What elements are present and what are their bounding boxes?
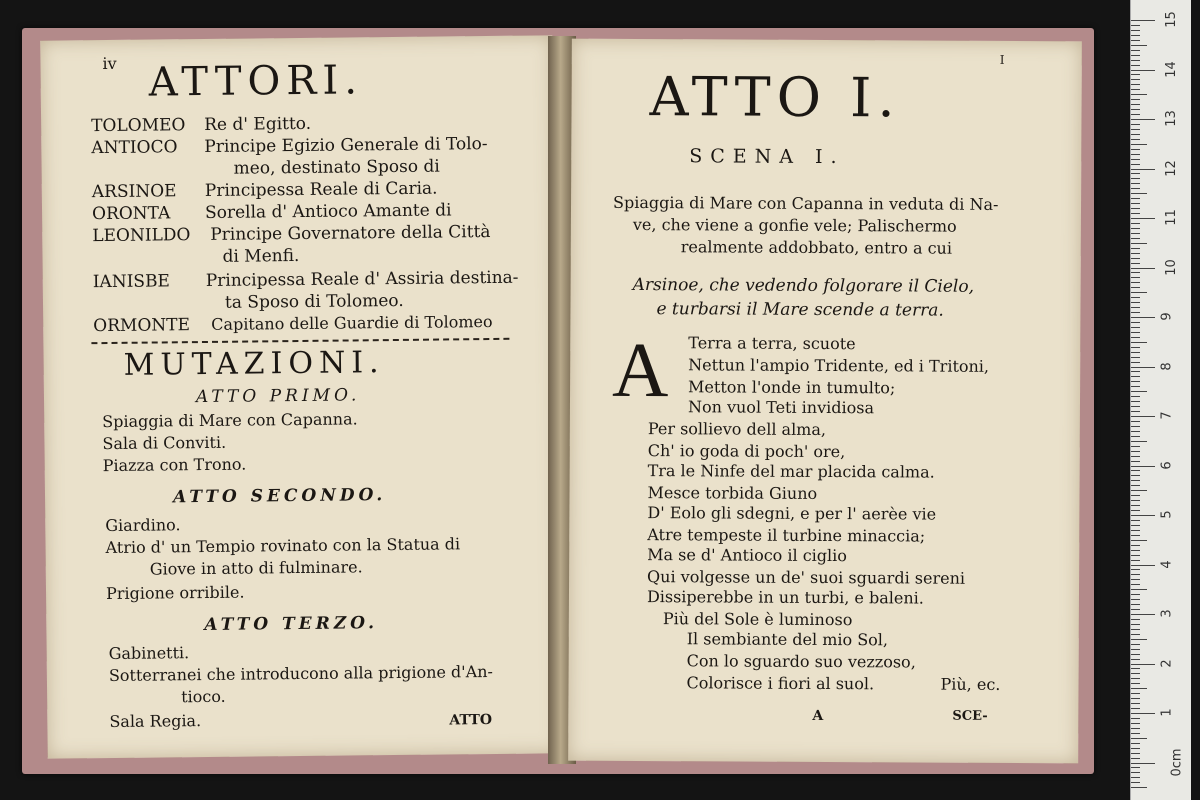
ruler-tick — [1131, 406, 1140, 407]
ruler-tick — [1131, 213, 1140, 214]
ruler-tick — [1131, 470, 1140, 471]
ruler-tick — [1131, 362, 1140, 363]
cast-role: Capitano delle Guardie di Tolomeo — [211, 311, 493, 334]
verse-line: Per sollievo dell alma, — [647, 419, 827, 440]
ruler-tick — [1131, 619, 1140, 620]
cast-role: Re d' Egitto. — [204, 113, 312, 135]
verse-line: Il sembiante del mio Sol, — [686, 629, 889, 650]
ruler-tick — [1131, 20, 1155, 21]
ruler-tick — [1131, 446, 1140, 447]
cast-name: IANISBE — [92, 271, 171, 293]
drop-cap: A — [611, 325, 669, 414]
ruler-tick — [1131, 767, 1140, 768]
divider-rule — [91, 338, 509, 344]
ruler-tick — [1131, 574, 1140, 575]
cast-role: meo, destinato Sposo di — [233, 156, 440, 179]
verse-line: Atre tempeste il turbine minaccia; — [647, 525, 926, 546]
ruler-tick — [1131, 272, 1140, 273]
ruler-tick — [1131, 555, 1140, 556]
ruler-tick — [1131, 223, 1140, 224]
ruler-tick — [1131, 183, 1140, 184]
ruler-tick — [1131, 485, 1140, 486]
ruler-tick — [1131, 188, 1140, 189]
ruler-tick — [1131, 94, 1147, 95]
ruler-tick — [1131, 104, 1140, 105]
ruler-tick — [1131, 480, 1140, 481]
setting-line: realmente addobbato, entro a cui — [680, 237, 953, 258]
ruler-number: 6 — [1159, 460, 1175, 470]
scene-item: Gabinetti. — [108, 643, 190, 664]
ruler-tick — [1131, 208, 1140, 209]
ruler-tick — [1131, 540, 1147, 541]
verse-line: Qui volgesse un de' suoi sguardi sereni — [647, 567, 966, 588]
ruler-tick — [1131, 772, 1140, 773]
scene-item: Sotterranei che introducono alla prigione d'An- — [108, 661, 494, 686]
verse-line: D' Eolo gli sdegni, e per l' aerèe vie — [647, 503, 937, 524]
ruler-tick — [1131, 55, 1140, 56]
cast-role: Sorella d' Antioco Amante di — [204, 200, 452, 223]
ruler-tick — [1131, 515, 1155, 516]
page-number: I — [999, 52, 1005, 67]
ruler-tick — [1131, 367, 1155, 368]
scene-item: Piazza con Trono. — [102, 454, 247, 476]
ruler-tick — [1131, 25, 1140, 26]
cast-name: ORONTA — [91, 203, 171, 225]
ruler-tick — [1131, 411, 1140, 412]
ruler-tick — [1131, 733, 1140, 734]
scene-item: Sala di Conviti. — [102, 432, 227, 454]
ruler-tick — [1131, 109, 1140, 110]
ruler-tick — [1131, 604, 1140, 605]
ruler-tick — [1131, 634, 1140, 635]
ruler-tick — [1131, 579, 1140, 580]
cast-role: Principe Egizio Generale di Tolo- — [204, 134, 488, 157]
ruler-tick — [1131, 678, 1140, 679]
ruler-tick — [1131, 282, 1140, 283]
ruler-tick — [1131, 381, 1140, 382]
ruler-tick — [1131, 525, 1140, 526]
setting-line: ve, che viene a gonfie vele; Palischermo — [632, 214, 957, 236]
ruler-tick — [1131, 396, 1140, 397]
ruler-tick — [1131, 178, 1140, 179]
ruler-tick — [1131, 124, 1140, 125]
ruler-tick — [1131, 268, 1155, 269]
ruler-tick — [1131, 639, 1147, 640]
ruler-number: 4 — [1159, 559, 1175, 569]
verse-line: Più del Sole è luminoso — [662, 609, 853, 630]
ruler-tick — [1131, 169, 1155, 170]
ruler-tick — [1131, 30, 1140, 31]
cast-name: ORMONTE — [93, 315, 191, 337]
ruler-tick — [1131, 664, 1155, 665]
scene-item: Giardino. — [105, 515, 181, 536]
stage-direction: Arsinoe, che vedendo folgorare il Cielo, — [632, 274, 975, 297]
ruler-tick — [1131, 743, 1140, 744]
ruler-tick — [1131, 599, 1140, 600]
scene-item: Spiaggia di Mare con Capanna. — [102, 409, 358, 432]
ruler-number: 3 — [1159, 609, 1175, 618]
ruler-tick — [1131, 545, 1140, 546]
ruler-tick — [1131, 312, 1140, 313]
ruler-tick — [1131, 327, 1140, 328]
verse-line: Colorisce i fiori al suol. — [686, 673, 875, 694]
measuring-ruler — [1130, 0, 1191, 800]
ruler-tick — [1131, 337, 1140, 338]
ruler-tick — [1131, 654, 1140, 655]
ruler-tick — [1131, 703, 1140, 704]
ruler-tick — [1131, 45, 1147, 46]
ruler-tick — [1131, 74, 1140, 75]
ruler-tick — [1131, 164, 1140, 165]
ruler-number: 0cm — [1169, 747, 1185, 777]
ruler-number: 13 — [1163, 110, 1179, 127]
ruler-tick — [1131, 386, 1140, 387]
ruler-tick — [1131, 688, 1147, 689]
act-heading: ATTO SECONDO. — [172, 485, 387, 508]
ruler-tick — [1131, 718, 1140, 719]
ruler-tick — [1131, 683, 1140, 684]
scene-item: Giove in atto di fulminare. — [149, 557, 363, 579]
ruler-tick — [1131, 426, 1140, 427]
ruler-tick — [1131, 782, 1140, 783]
act-heading: ATTO PRIMO. — [195, 385, 361, 408]
ruler-tick — [1131, 649, 1140, 650]
ruler-number: 1 — [1159, 708, 1175, 717]
ruler-tick — [1131, 144, 1147, 145]
page-title: ATTORI. — [148, 57, 364, 106]
ruler-tick — [1131, 461, 1140, 462]
stage-direction: e turbarsi il Mare scende a terra. — [656, 299, 944, 321]
ruler-tick — [1131, 134, 1140, 135]
ruler-tick — [1131, 763, 1155, 764]
verse-line: Ma se d' Antioco il ciglio — [647, 545, 847, 566]
ruler-tick — [1131, 297, 1140, 298]
signature-mark: A — [812, 707, 824, 724]
ruler-tick — [1131, 416, 1155, 417]
ruler-tick — [1131, 490, 1147, 491]
catchword: ATTO — [449, 712, 493, 729]
ruler-tick — [1131, 550, 1140, 551]
cast-name: LEONILDO — [92, 225, 191, 247]
ruler-tick — [1131, 292, 1147, 293]
ruler-tick — [1131, 119, 1155, 120]
ruler-tick — [1131, 560, 1140, 561]
cast-name: TOLOMEO — [91, 115, 186, 137]
right-page — [568, 39, 1082, 764]
ruler-tick — [1131, 530, 1140, 531]
ruler-tick — [1131, 594, 1140, 595]
ruler-tick — [1131, 609, 1140, 610]
ruler-tick — [1131, 505, 1140, 506]
catchword: SCE- — [952, 708, 988, 724]
ruler-tick — [1131, 79, 1140, 80]
ruler-tick — [1131, 673, 1140, 674]
ruler-tick — [1131, 218, 1155, 219]
ruler-tick — [1131, 60, 1140, 61]
ruler-tick — [1131, 668, 1140, 669]
ruler-number: 10 — [1163, 258, 1179, 276]
left-page — [40, 35, 559, 758]
ruler-tick — [1131, 535, 1140, 536]
ruler-tick — [1131, 589, 1147, 590]
ruler-tick — [1131, 203, 1140, 204]
ruler-tick — [1131, 713, 1155, 714]
verse-line: Nettun l'ampio Tridente, ed i Tritoni, — [688, 355, 990, 376]
ruler-tick — [1131, 99, 1140, 100]
ruler-number: 5 — [1159, 510, 1175, 519]
ruler-tick — [1131, 520, 1140, 521]
verse-line: Non vuol Teti invidiosa — [687, 397, 875, 418]
ruler-tick — [1131, 644, 1140, 645]
verse-line: Mesce torbida Giuno — [647, 483, 818, 503]
ruler-tick — [1131, 376, 1140, 377]
verse-line: Metton l'onde in tumulto; — [688, 377, 896, 398]
ruler-tick — [1131, 451, 1140, 452]
ruler-number: 15 — [1163, 11, 1179, 28]
ruler-tick — [1131, 357, 1140, 358]
ruler-tick — [1131, 233, 1140, 234]
ruler-tick — [1131, 495, 1140, 496]
ruler-tick — [1131, 629, 1140, 630]
ruler-tick — [1131, 777, 1140, 778]
ruler-tick — [1131, 40, 1140, 41]
ruler-tick — [1131, 738, 1147, 739]
ruler-tick — [1131, 728, 1140, 729]
cast-role: Principe Governatore della Città — [210, 221, 491, 245]
ruler-tick — [1131, 302, 1140, 303]
ruler-tick — [1131, 89, 1140, 90]
ruler-tick — [1131, 307, 1140, 308]
ruler-number: 12 — [1163, 159, 1179, 177]
ruler-tick — [1131, 248, 1140, 249]
ruler-tick — [1131, 342, 1147, 343]
ruler-tick — [1131, 708, 1140, 709]
scene-item: Prigione orribile. — [105, 582, 245, 604]
ruler-tick — [1131, 70, 1155, 71]
ruler-tick — [1131, 263, 1140, 264]
ruler-tick — [1131, 238, 1140, 239]
setting-line: Spiaggia di Mare con Capanna in veduta di Na- — [612, 192, 999, 214]
cast-name: ANTIOCO — [91, 137, 178, 159]
verse-line: Ch' io goda di poch' ore, — [647, 441, 846, 462]
ruler-number: 14 — [1163, 60, 1179, 78]
cast-role: Principessa Reale di Caria. — [204, 178, 438, 201]
ruler-tick — [1131, 569, 1140, 570]
verse-line: Dissiperebbe in un turbi, e baleni. — [646, 587, 924, 608]
ruler-tick — [1131, 35, 1140, 36]
page-number: iv — [102, 53, 117, 74]
ruler-number: 2 — [1159, 658, 1175, 668]
ruler-tick — [1131, 371, 1140, 372]
ruler-tick — [1131, 624, 1140, 625]
ruler-tick — [1131, 50, 1140, 51]
act-title: ATTO I. — [649, 65, 901, 130]
ruler-tick — [1131, 258, 1140, 259]
ruler-tick — [1131, 347, 1140, 348]
ruler-tick — [1131, 401, 1140, 402]
ruler-tick — [1131, 698, 1140, 699]
ruler-tick — [1131, 614, 1155, 615]
ruler-tick — [1131, 758, 1140, 759]
scene-item: Atrio d' un Tempio rovinato con la Statua di — [105, 534, 461, 558]
ruler-tick — [1131, 441, 1147, 442]
ruler-number: 9 — [1159, 312, 1175, 321]
cast-name: ARSINOE — [91, 181, 177, 203]
scene-item: Sala Regia. — [109, 711, 202, 732]
ruler-tick — [1131, 352, 1140, 353]
verse-line: Con lo sguardo suo vezzoso, — [686, 651, 916, 672]
act-heading: ATTO TERZO. — [204, 613, 379, 636]
ruler-tick — [1131, 787, 1147, 788]
ruler-tick — [1131, 436, 1140, 437]
ruler-tick — [1131, 421, 1140, 422]
ruler-tick — [1131, 198, 1140, 199]
ruler-tick — [1131, 322, 1140, 323]
ruler-number: 8 — [1159, 361, 1175, 371]
ruler-tick — [1131, 114, 1140, 115]
verse-line: Terra a terra, scuote — [688, 333, 856, 354]
ruler-tick — [1131, 466, 1155, 467]
ruler-tick — [1131, 475, 1140, 476]
ruler-tick — [1131, 456, 1140, 457]
ruler-tick — [1131, 65, 1140, 66]
verse-end: Più, ec. — [940, 674, 1001, 694]
ruler-tick — [1131, 584, 1140, 585]
ruler-tick — [1131, 228, 1140, 229]
ruler-tick — [1131, 173, 1140, 174]
cast-role: ta Sposo di Tolomeo. — [224, 290, 404, 313]
ruler-tick — [1131, 277, 1140, 278]
ruler-tick — [1131, 748, 1140, 749]
ruler-tick — [1131, 84, 1140, 85]
ruler-tick — [1131, 723, 1140, 724]
ruler-tick — [1131, 129, 1140, 130]
ruler-tick — [1131, 659, 1140, 660]
ruler-tick — [1131, 154, 1140, 155]
ruler-tick — [1131, 159, 1140, 160]
ruler-tick — [1131, 753, 1140, 754]
ruler-tick — [1131, 500, 1140, 501]
ruler-tick — [1131, 243, 1147, 244]
mutazioni-title: MUTAZIONI. — [123, 345, 385, 383]
ruler-tick — [1131, 431, 1140, 432]
ruler-tick — [1131, 510, 1140, 511]
scene-title: SCENA I. — [689, 145, 845, 169]
verse-line: Tra le Ninfe del mar placida calma. — [647, 461, 935, 482]
cast-role: Principessa Reale d' Assiria destina- — [205, 267, 519, 291]
cast-role: di Menfi. — [222, 245, 300, 267]
ruler-number: 11 — [1163, 209, 1179, 226]
scene-item: tioco. — [181, 686, 226, 707]
ruler-tick — [1131, 193, 1147, 194]
ruler-tick — [1131, 139, 1140, 140]
ruler-tick — [1131, 287, 1140, 288]
ruler-tick — [1131, 149, 1140, 150]
ruler-tick — [1131, 693, 1140, 694]
ruler-tick — [1131, 391, 1147, 392]
ruler-number: 7 — [1159, 411, 1175, 420]
ruler-tick — [1131, 332, 1140, 333]
ruler-tick — [1131, 253, 1140, 254]
ruler-tick — [1131, 565, 1155, 566]
ruler-tick — [1131, 317, 1155, 318]
